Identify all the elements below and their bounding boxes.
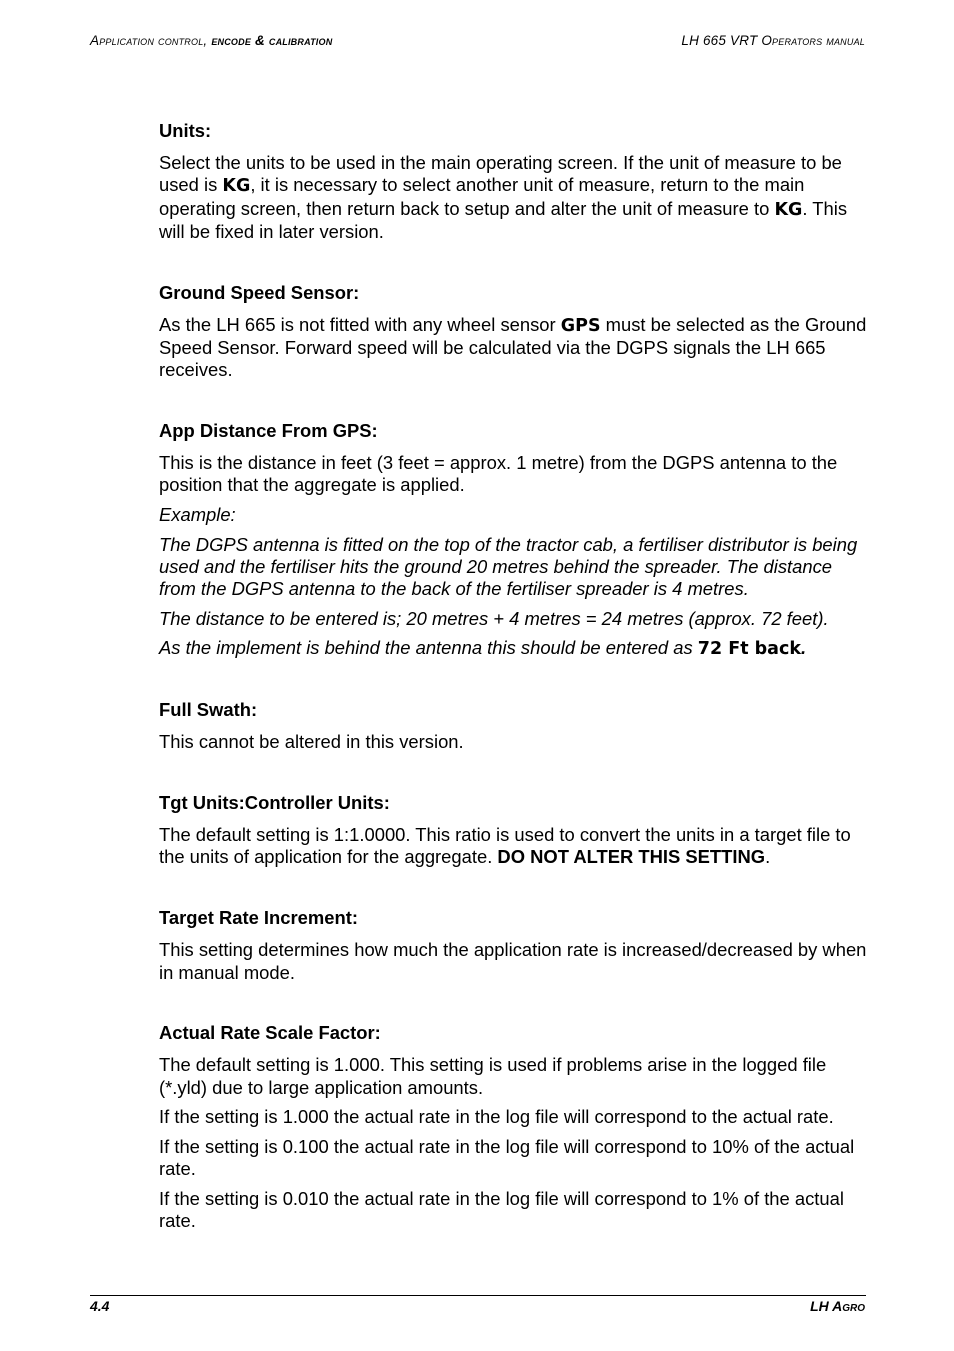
paragraph: This is the distance in feet (3 feet = approx. 1 metre) from the DGPS antenna to the position that the aggregate is applied. — [159, 452, 838, 496]
header-manual-title: LH 665 VRT Operators manual — [681, 33, 865, 48]
text-run: . — [801, 637, 807, 659]
section-heading: App Distance From GPS: — [159, 419, 378, 441]
paragraph: This setting determines how much the application rate is increased/decreased by when in manual mode. — [159, 939, 867, 983]
paragraph: The default setting is 1.000. This setting is used if problems arise in the logged file (*.yld) due to large application amounts. — [159, 1054, 827, 1098]
section-ground-speed-sensor — [159, 282, 869, 382]
section-heading: Target Rate Increment: — [159, 907, 358, 929]
text-run: As the implement is behind the antenna this should be entered as — [159, 637, 698, 659]
footer-company: LH Agro — [810, 1298, 865, 1314]
section-units — [159, 120, 869, 243]
page-content — [159, 120, 869, 1271]
example-conclusion — [159, 637, 869, 660]
warning-text: DO NOT ALTER THIS SETTING — [497, 846, 766, 868]
example-calculation: The distance to be entered is; 20 metres + 4 metres = 24 metres (approx. 72 feet). — [159, 607, 829, 629]
page-header — [90, 33, 865, 53]
paragraph: If the setting is 1.000 the actual rate in the log file will correspond to the actual rate. — [159, 1106, 834, 1128]
section-heading: Units: — [159, 120, 212, 141]
keyword-value: 72 Ft back — [697, 639, 802, 660]
example-paragraph: The DGPS antenna is fitted on the top of the tractor cab, a fertiliser distributor is being used and the fertiliser hits the ground 20 metres behind the spreader. The distance from the DGPS antenna to the back of the fertiliser spreader is 4 metres. — [159, 533, 858, 600]
page-number: 4.4 — [90, 1298, 110, 1314]
section-app-distance — [159, 420, 869, 661]
text-run: Select the units to be used in the main operating screen. If the unit of measure to be used is — [159, 152, 842, 196]
paragraph — [159, 152, 869, 243]
paragraph — [159, 314, 869, 382]
keyword-kg: KG — [774, 199, 803, 220]
paragraph: If the setting is 0.100 the actual rate in the log file will correspond to 10% of the actual rate. — [159, 1136, 855, 1180]
section-heading: Actual Rate Scale Factor: — [159, 1022, 381, 1044]
header-chapter-bold: encode & calibration — [211, 33, 333, 48]
text-run: must be selected as the Ground Speed Sensor. Forward speed will be calculated via the DGPS signals the LH 665 receives. — [159, 313, 867, 381]
section-heading: Ground Speed Sensor: — [159, 281, 360, 303]
section-heading: Full Swath: — [159, 699, 258, 721]
header-chapter-plain: Application control, — [90, 33, 212, 48]
paragraph: If the setting is 0.010 the actual rate in the log file will correspond to 1% of the actual rate. — [159, 1188, 844, 1232]
section-target-rate-increment — [159, 907, 869, 984]
section-tgt-units — [159, 792, 869, 869]
section-full-swath — [159, 699, 869, 753]
text-run: . This will be fixed in later version. — [159, 197, 848, 242]
paragraph — [159, 824, 869, 868]
text-run: , it is necessary to select another unit of measure, return to the main operating screen, then return back to setup and alter the unit of measure to — [159, 174, 805, 219]
page-footer — [90, 1298, 865, 1318]
text-run: . — [765, 846, 771, 868]
section-actual-rate-scale-factor — [159, 1022, 869, 1232]
example-label: Example: — [159, 503, 236, 525]
header-chapter-title — [90, 33, 332, 48]
footer-divider — [90, 1295, 866, 1296]
keyword-gps: GPS — [560, 315, 601, 336]
section-heading: Tgt Units:Controller Units: — [159, 792, 390, 814]
keyword-kg: KG — [222, 176, 251, 197]
text-run: The default setting is 1:1.0000. This ratio is used to convert the units in a target file to the units of application for the aggregate. — [159, 824, 851, 868]
paragraph: This cannot be altered in this version. — [159, 731, 464, 753]
text-run: As the LH 665 is not fitted with any wheel sensor — [159, 313, 561, 335]
